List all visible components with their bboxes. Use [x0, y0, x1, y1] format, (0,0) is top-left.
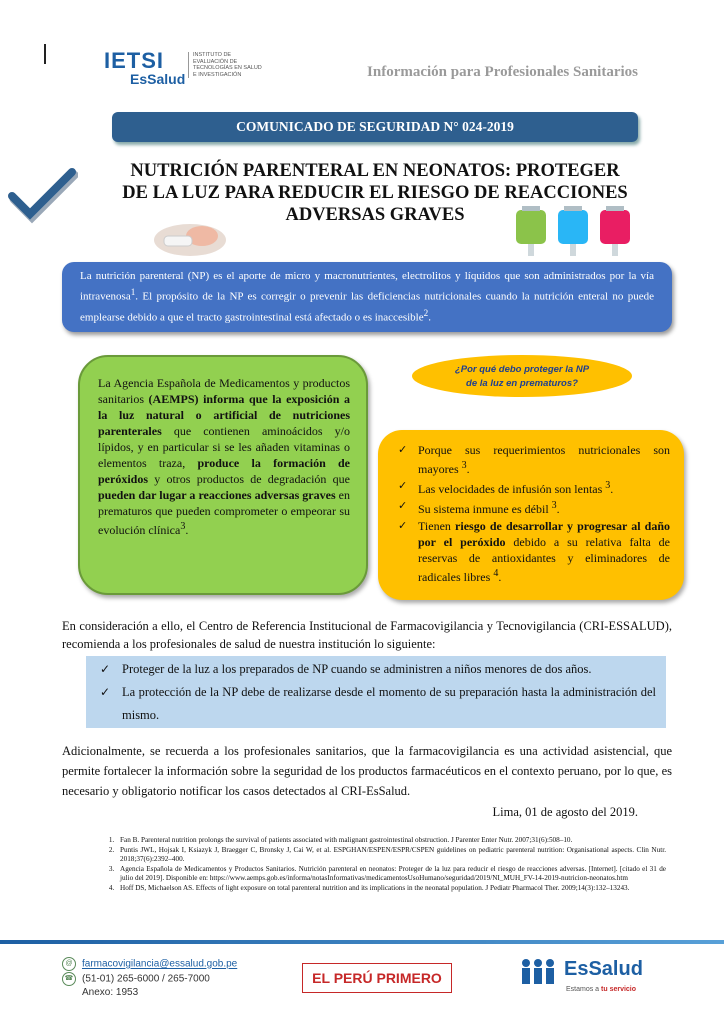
- iv-bags-icon: [512, 204, 636, 258]
- aemps-info-box: [78, 355, 368, 595]
- references-list: [86, 836, 666, 893]
- aemps-emphasis: produce la formación de peróxidos: [98, 456, 350, 486]
- additional-paragraph: Adicionalmente, se recuerda a los profesionales sanitarios, que la farmacovigilancia es una actividad asistencial, que permite fortalecer la información sobre la seguridad de los productos farmacéuticos en el contexto peruano, por lo que, es necesario y obligatorio notificar los casos detectados al CRI-EsSalud.: [62, 744, 672, 798]
- essalud-tagline: Estamos a tu servicio: [566, 986, 637, 993]
- footer-contact: [62, 957, 237, 1000]
- aemps-text: que contienen aminoácidos y/o lípidos, y en particular si se les añaden vitaminas o elementos traza,: [98, 424, 350, 470]
- aemps-text: La Agencia Española de Medicamentos y productos sanitarios: [98, 376, 350, 406]
- recommendation-item: ✓ La protección de la NP debe de realizarse desde el momento de su preparación hasta la administración del mismo.: [96, 681, 656, 727]
- reference-item: 4. Hoff DS, Michaelson AS. Effects of light exposure on total parenteral nutrition and its implications in the neonatal population. J Pediatr Pharmacol Ther. 2009;14(3):132–13243.: [116, 884, 666, 894]
- reason-item: ✓ Porque sus requerimientos nutricionales son mayores $^3$.: [398, 442, 670, 477]
- question-line: ¿Por qué debo proteger la NP: [454, 364, 590, 375]
- ref-sup: 2: [423, 307, 429, 318]
- intro-box: [62, 262, 672, 332]
- aemps-emphasis: pueden dar lugar a reacciones adversas graves: [98, 488, 336, 502]
- aemps-text: en prematuros que pueden comprometer o empeorar su evolución clínica: [98, 488, 351, 537]
- aemps-text: y otros productos de degradación que: [148, 472, 350, 486]
- intro-text: La nutrición parenteral (NP) es el aporte de micro y macronutrientes, electrolitos y líquidos que son administrados por la vía intravenosa: [80, 270, 654, 303]
- ietsi-logo-text: IETSI: [104, 48, 165, 73]
- header-audience: Información para Profesionales Sanitarios: [367, 64, 638, 80]
- institute-name: INSTITUTO DE EVALUACIÓN DE TECNOLOGÍAS EN SALUD E INVESTIGACIÓN: [188, 52, 263, 78]
- reason-item: ✓ Tienen riesgo de desarrollar y progresar al daño por el peróxido debido a su relativa falta de reservas de antioxidantes y eliminadores de radicales libres $^4$.: [398, 518, 670, 585]
- recommendations-box: [86, 656, 666, 728]
- annex-number: Anexo: 1953: [82, 987, 139, 999]
- reference-item: 2. Puntis JWL, Hojsak I, Ksiazyk J, Braegger C, Bronsky J, Cai W, et al. ESPGHAN/ESPEN/ESPR/CSPEN guidelines on pediatric parenteral nutrition: Organisational aspects. Clin Nutr. 2018;37(6):2392–400.: [116, 846, 666, 865]
- essalud-logo-text: EsSalud: [130, 71, 186, 87]
- communique-banner: COMUNICADO DE SEGURIDAD N° 024-2019: [112, 112, 638, 142]
- essalud-people-icon: [518, 958, 562, 986]
- email-icon: @: [62, 957, 76, 971]
- reason-item: ✓ Las velocidades de infusión son lentas $^3$.: [398, 478, 670, 497]
- intro-text: . El propósito de la NP es corregir o prevenir las deficiencias nutricionales cuando la nutrición enteral no puede emplearse debido a que el tracto gastrointestinal está afectado o es inaccesible: [80, 290, 654, 324]
- email-link[interactable]: farmacovigilancia@essalud.gob.pe: [82, 958, 238, 970]
- intro-text: .: [428, 311, 431, 324]
- baby-hand-image: [150, 218, 230, 258]
- essalud-brand: EsSalud: [564, 958, 643, 980]
- title-line: ADVERSAS GRAVES: [285, 205, 465, 225]
- checkmark-icon: [8, 166, 78, 226]
- reference-item: 3. Agencia Española de Medicamentos y Productos Sanitarios. Nutrición parenteral en neonatos: Proteger de la luz para reducir el riesgo de reacciones adversas. [Internet]. [citado el 31 de julio del 2019]. Disponible en: https://www.aemps.gob.es/informa/notasInformativas/medicamentosUsoHumano/seguridad/2019/NI_MUH_FV-14-2019-nutricion-neonatos.htm: [116, 865, 666, 884]
- aemps-emphasis: (AEMPS) informa que la exposición a la luz natural o artificial de nutriciones parenterales: [98, 392, 350, 438]
- margin-mark: [44, 44, 46, 64]
- campaign-logo: EL PERÚ PRIMERO: [302, 963, 452, 993]
- reference-item: 1. Fan B. Parenteral nutrition prolongs the survival of patients associated with malignant gastrointestinal obstruction. J Parenter Enter Nutr. 2007;31(6):508–10.: [116, 836, 666, 846]
- issue-date: Lima, 01 de agosto del 2019.: [492, 805, 638, 819]
- ref-sup: 3: [180, 521, 186, 532]
- consideration-paragraph: En consideración a ello, el Centro de Referencia Institucional de Farmacovigilancia y Tecnovigilancia (CRI-ESSALUD), recomienda a los profesionales de salud de nuestra institución lo siguiente:: [62, 619, 672, 651]
- question-line: de la luz en prematuros?: [466, 378, 578, 389]
- question-bubble: [412, 355, 632, 397]
- reasons-box: [378, 430, 684, 600]
- phone-number: (51-01) 265-6000 / 265-7000: [82, 973, 210, 985]
- title-line: NUTRICIÓN PARENTERAL EN NEONATOS: PROTEGER: [130, 161, 620, 181]
- ref-sup: 1: [130, 287, 136, 297]
- reason-item: ✓ Su sistema inmune es débil $^3$.: [398, 498, 670, 517]
- phone-icon: ☎: [62, 972, 76, 986]
- aemps-text: .: [185, 523, 189, 537]
- footer-divider: [0, 940, 724, 944]
- title-line: DE LA LUZ PARA REDUCIR EL RIESGO DE REACCIONES: [122, 183, 628, 203]
- recommendation-item: ✓ Proteger de la luz a los preparados de NP cuando se administren a niños menores de dos años.: [96, 658, 656, 681]
